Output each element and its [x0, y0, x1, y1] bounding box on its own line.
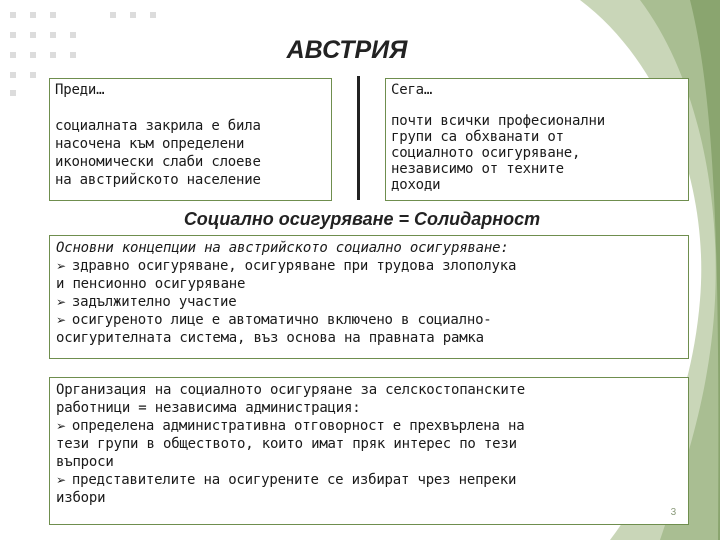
before-line: на австрийското население — [55, 172, 261, 188]
before-heading: Преди… — [55, 82, 105, 98]
organization-item — [56, 471, 682, 489]
concepts-item — [56, 311, 682, 329]
section-subtitle: Социално осигуряване = Солидарност — [183, 209, 541, 229]
organization-item-continuation: избори — [56, 490, 106, 506]
organization-item-continuation: въпроси — [56, 454, 114, 470]
organization-item — [56, 417, 682, 435]
before-line: икономически слаби слоеве — [55, 154, 261, 170]
concepts-item-continuation: осигурителната система, въз основа на правната рамка — [56, 330, 484, 346]
now-line: независимо от техните — [391, 161, 564, 177]
arrow-bullet-icon: ➢ — [56, 295, 66, 309]
now-box — [385, 78, 689, 201]
now-line: почти всички професионални — [391, 113, 605, 129]
before-box — [49, 78, 332, 201]
organization-item-text: представителите на осигурените се избират чрез непреки — [71, 472, 517, 488]
organization-item-text: определена административна отговорност е прехвърлена на — [71, 418, 525, 434]
concepts-item — [56, 293, 682, 311]
page-number: 3 — [670, 507, 676, 518]
concepts-item-text: осигуреното лице е автоматично включено в социално- — [71, 312, 492, 328]
now-heading: Сега… — [391, 82, 433, 98]
organization-item-continuation: тези групи в обществото, които имат пряк интерес по тези — [56, 436, 517, 452]
now-line: доходи — [391, 177, 441, 193]
now-line: групи са обхванати от — [391, 129, 564, 145]
now-line: социалното осигуряване, — [391, 145, 581, 161]
arrow-bullet-icon: ➢ — [56, 419, 66, 433]
concepts-heading: Основни концепции на австрийското социално осигуряване: — [56, 240, 509, 256]
concepts-box — [49, 235, 689, 359]
page-title: АВСТРИЯ — [286, 36, 408, 64]
organization-text: Организация на социалното осигуряане за селскостопанските — [56, 382, 526, 398]
arrow-bullet-icon: ➢ — [56, 259, 66, 273]
arrow-bullet-icon: ➢ — [56, 313, 66, 327]
arrow-bullet-icon: ➢ — [56, 473, 66, 487]
vertical-divider — [357, 76, 360, 200]
organization-box — [49, 377, 689, 525]
concepts-item — [56, 257, 682, 275]
before-line: насочена към определени — [55, 136, 245, 152]
organization-text: работници = независима администрация: — [56, 400, 361, 416]
concepts-item-continuation: и пенсионно осигуряване — [56, 276, 246, 292]
before-line: социалната закрила е била — [55, 118, 261, 134]
concepts-item-text: задължително участие — [71, 294, 237, 310]
concepts-item-text: здравно осигуряване, осигуряване при трудова злополука — [71, 258, 517, 274]
